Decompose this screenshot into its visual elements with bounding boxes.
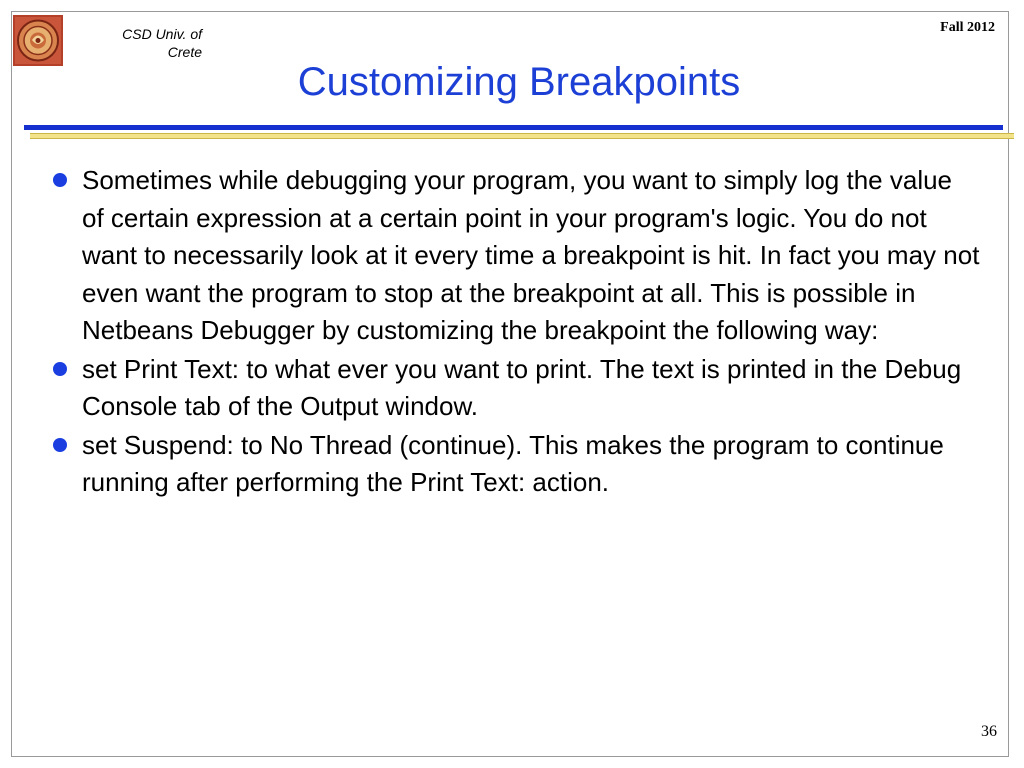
institution-label <box>90 25 202 61</box>
slide-title: Customizing Breakpoints <box>297 60 741 104</box>
bullet-dot-icon <box>53 173 67 187</box>
bullet-dot-icon <box>53 438 67 452</box>
term-label: Fall 2012 <box>940 20 995 35</box>
bullet-text: Sometimes while debugging your program, you want to simply log the value of certain expression at a certain point in your program's logic. You do not want to necessarily look at it every time a breakpoint is hit. In fact you may not even want the program to stop at the breakpoint at all. This is possible in Netbeans Debugger by customizing the breakpoint the following way: <box>82 165 980 345</box>
page-number: 36 <box>981 723 997 740</box>
institution-line-2: Crete <box>167 44 202 60</box>
bullet-dot-icon <box>53 362 67 376</box>
bullet-text: set Suspend: to No Thread (continue). This makes the program to continue running after performing the Print Text: action. <box>82 429 944 497</box>
bullet-text: set Print Text: to what ever you want to print. The text is printed in the Debug Console tab of the Output window. <box>82 353 962 421</box>
bullet-item <box>50 162 980 350</box>
bullet-item <box>50 427 980 502</box>
title-rule-yellow <box>30 133 1014 139</box>
title-rule-blue <box>24 125 1003 130</box>
institution-line-1: CSD Univ. of <box>122 26 202 42</box>
bullet-item <box>50 351 980 426</box>
bullet-list <box>50 162 980 503</box>
